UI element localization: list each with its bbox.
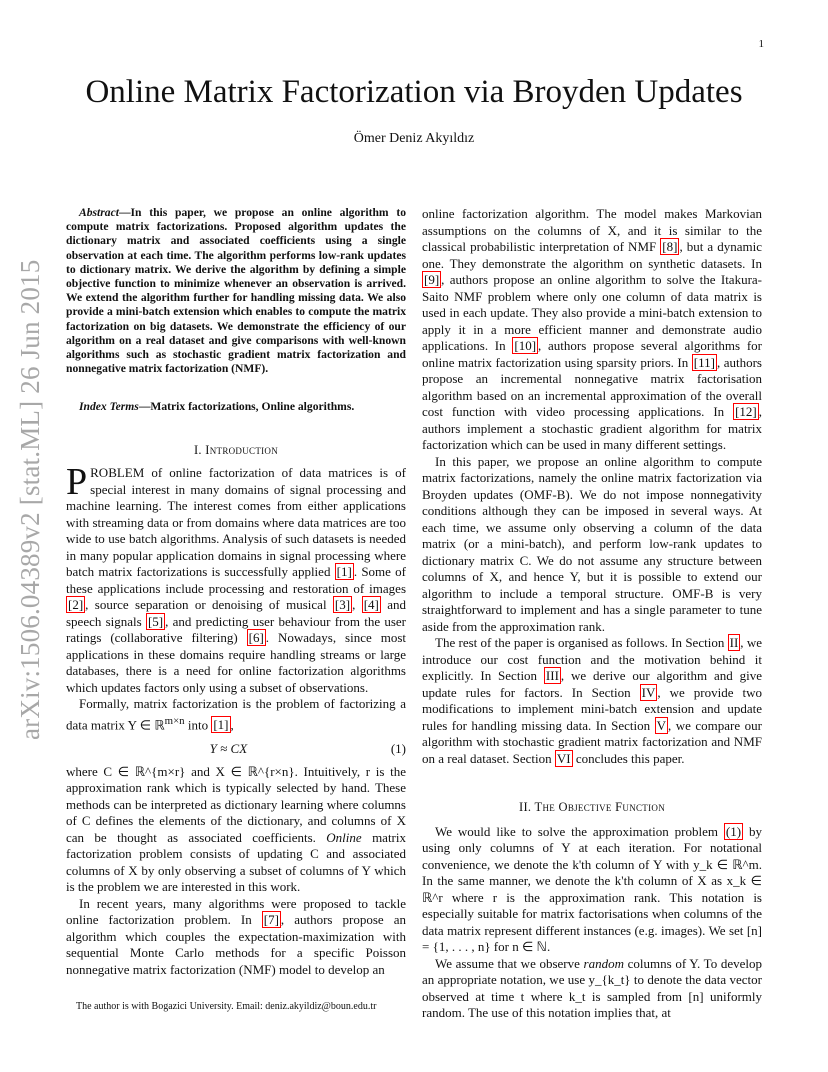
index-terms-text: —Matrix factorizations, Online algorithms.	[138, 400, 355, 414]
citation-link[interactable]: [3]	[334, 597, 351, 613]
equation-1	[66, 741, 406, 758]
abstract-text: —In this paper, we propose an online algorithm to compute matrix factorizations. Proposed algorithm updates the dictionary matrix and associated coefficients using a single observation at each time. The algorithm performs low-rank updates to dictionary matrix. We derive the algorithm by defining a simple objective function to minimize whenever an observation is arrived. We extend the algorithm further for handling missing data. We also provide a mini-batch extension which enables to compute the matrix factorization on big datasets. We demonstrate the efficiency of our algorithm on a real dataset and give comparisons with well-known algorithms such as stochastic gradient matrix factorization and nonnegative matrix factorization (NMF).	[66, 206, 406, 376]
paper-title: Online Matrix Factorization via Broyden Updates	[85, 74, 743, 110]
index-terms	[66, 400, 406, 414]
footnote: The author is with Bogazici University. Email: deniz.akyildiz@boun.edu.tr	[76, 1001, 377, 1012]
right-paragraph-3: The rest of the paper is organised as follows. In Section II , we introduce our cost function and the motivation behind it explicitly. In Section III , we derive our algorithm and give update rules for factors. In Section IV , we provide two modifications to implement mini-batch extension and update rules for handling missing data. In Section V , we compare our algorithm with stochastic gradient matrix factorization and NMF on a real dataset. Section VI concludes this paper.	[422, 635, 763, 766]
citation-link[interactable]: [12]	[735, 404, 757, 419]
citation-link[interactable]: [9]	[424, 272, 440, 287]
section-link[interactable]: III	[545, 668, 559, 683]
citation-link[interactable]: [2]	[68, 597, 84, 613]
section-heading-objective: II. The Objective Function	[518, 800, 665, 814]
citation-link[interactable]: [7]	[263, 912, 279, 928]
citation-link[interactable]: [8]	[662, 239, 678, 254]
equation-number: (1)	[390, 741, 406, 757]
equation-link[interactable]: (1)	[725, 823, 742, 839]
drop-cap: P	[66, 461, 88, 504]
citation-link[interactable]: [10]	[514, 338, 537, 353]
citation-link[interactable]: [11]	[693, 354, 715, 370]
section-heading-introduction: I. Introduction	[193, 442, 279, 457]
section-link[interactable]: V	[656, 717, 666, 733]
section-link[interactable]: IV	[641, 684, 656, 700]
index-terms-lead: Index Terms	[79, 400, 139, 414]
intro-paragraph-2: Formally, matrix factorization is the problem of factorizing a data matrix Y ∈ ℝ$^{m\times n}$ into [1] ,	[66, 696, 406, 732]
citation-link[interactable]: [4]	[363, 597, 379, 613]
intro-paragraph-4: In recent years, many algorithms were proposed to tackle online factorization problem. In [7] , authors propose an algorithm which couples the expectation-maximization with sequential Monte Carlo methods for a specific Poisson nonnegative matrix factorization (NMF) model to develop an	[66, 895, 406, 977]
left-column	[66, 206, 406, 978]
objective-paragraph-1: We would like to solve the approximation problem (1) by using only columns of Y at each iteration. For notational convenience, we denote the k'th column of Y with y_k ∈ ℝ^m. In the same manner, we denote the k'th column of X as x_k ∈ ℝ^r where r is the approximation rank. This notation is especially suitable for matrix factorisations when columns of the data matrix represent different instances (e.g. images). We set [n] = {1, . . . , n} for n ∈ ℕ.	[422, 823, 762, 954]
right-paragraph-1: online factorization algorithm. The model makes Markovian assumptions on the columns of X, and it is similar to the classical probabilistic interpretation of NMF [8] , but a dynamic one. They demonstrate the algorithm on synthetic datasets. In [9] , authors propose an online algorithm to solve the Itakura-Saito NMF problem where only one column of data matrix is used in each update. They also provide a mini-batch extension to apply it in a more efficient manner and demonstrate audio applications. In [10] , authors propose several algorithms for online matrix factorization using sparsity priors. In [11] , authors propose an incremental nonnegative matrix factorisation algorithm based on an incremental approximation of the overall cost function with video processing applications. In [12] , authors implement a stochastic gradient algorithm for matrix factorization which can be used in many different settings.	[422, 206, 762, 452]
section-link[interactable]: II	[729, 635, 739, 650]
citation-link[interactable]: [6]	[248, 630, 264, 646]
objective-paragraph-2: We assume that we observe random columns of Y. To develop an appropriate notation, we use y_{k_t} to denote the data vector observed at time t where k_t is sampled from [n] uniformly random. The use of this notation implies that, at	[422, 955, 762, 1020]
page-number: 1	[758, 38, 764, 50]
section-link[interactable]: VI	[556, 750, 571, 766]
intro-paragraph-3: where C ∈ ℝ^{m×r} and X ∈ ℝ^{r×n}. Intuitively, r is the approximation rank which is typically selected by hand. These methods can be interpreted as dictionary learning where columns of C defines the elements of the dictionary, and columns of X can be thought as associated coefficients. Online matrix factorization problem consists of updating C and associated columns of X by only observing a subset of columns of Y which is the problem we are interested in this work.	[66, 763, 406, 895]
citation-link[interactable]: [1]	[336, 564, 352, 580]
right-paragraph-2: In this paper, we propose an online algorithm to compute matrix factorizations, namely the online matrix factorization via Broyden updates (OMF-B). We do not impose nonnegativity conditions although they can be imposed in several ways. At each time, we assume only observing a column of the data matrix (or a mini-batch), and perform low-rank updates to dictionary matrix C. We do not assume any structure between columns of X, and hence Y, but it is possible to extend our algorithm to include a temporal structure. OMF-B is very straightforward to implement and has a single parameter to tune aside from the approximation rank.	[422, 453, 762, 634]
citation-link[interactable]: [5]	[147, 613, 164, 629]
citation-link[interactable]: [1]	[213, 716, 229, 732]
abstract-lead: Abstract	[79, 206, 119, 219]
intro-paragraph-1: PROBLEM of online factorization of data matrices is of special interest in many domains of signal processing and machine learning. The interest comes from either applications with streaming data or from domains where data matrices are too wide to use batch algorithms. Analysis of such datasets is needed in many popular application domains in signal processing where batch matrix factorizations is successfully applied [1] . Some of these applications include processing and restoration of images [2] , source separation or denoising of musical [3] , [4] and speech signals [5] , and predicting user behaviour from the user ratings (collaborative filtering) [6] . Nowadays, since most applications in these domains require handling streams or large databases, there is a need for online factorization algorithms which updates factors only using a subset of observations.	[66, 461, 407, 695]
arxiv-identifier: arXiv:1506.04389v2 [stat.ML] 26 Jun 2015	[15, 259, 45, 740]
right-column	[422, 206, 762, 1022]
abstract	[66, 206, 406, 376]
equation-expression: Y ≈ CX	[209, 741, 248, 757]
paper-author: Ömer Deniz Akyıldız	[353, 131, 475, 146]
